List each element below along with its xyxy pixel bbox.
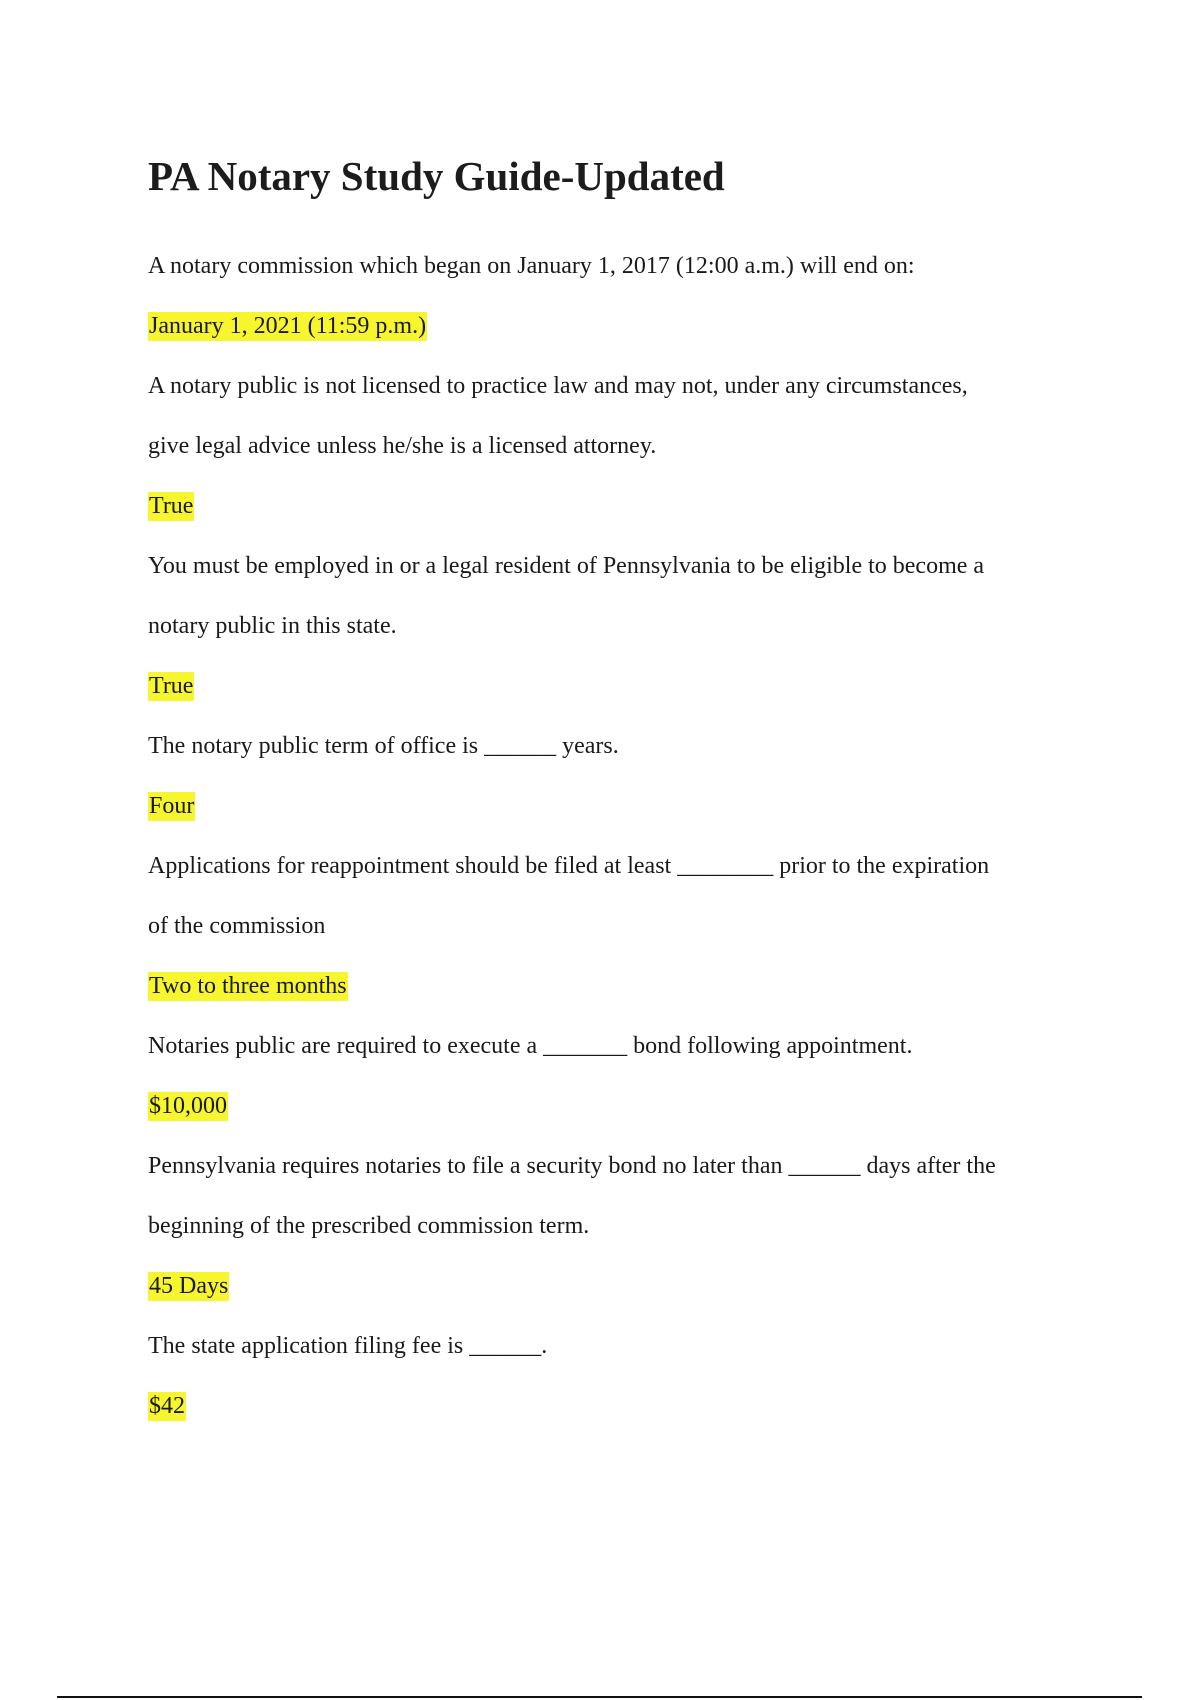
answer-line <box>148 776 1078 836</box>
answer-line <box>148 1256 1078 1316</box>
question-line <box>148 356 1078 416</box>
answer-line <box>148 1076 1078 1136</box>
question-text: A notary public is not licensed to practice law and may not, under any circumstances, <box>148 373 968 399</box>
question-line <box>148 836 1078 896</box>
question-line <box>148 1136 1078 1196</box>
question-text: You must be employed in or a legal resident of Pennsylvania to be eligible to become a <box>148 553 985 579</box>
answer-line <box>148 476 1078 536</box>
question-text: notary public in this state. <box>148 613 397 639</box>
question-line <box>148 596 1078 656</box>
highlighted-answer: Four <box>149 793 195 819</box>
question-line <box>148 1016 1078 1076</box>
highlighted-answer: True <box>149 493 194 519</box>
question-text: The state application filing fee is ______. <box>148 1333 548 1359</box>
question-text: give legal advice unless he/she is a licensed attorney. <box>148 433 657 459</box>
question-line <box>148 1316 1078 1376</box>
document-body <box>148 236 1078 1436</box>
question-text: Applications for reappointment should be filed at least ________ prior to the expiration <box>148 853 990 879</box>
highlighted-answer: $10,000 <box>149 1093 227 1119</box>
question-line <box>148 536 1078 596</box>
answer-line <box>148 956 1078 1016</box>
question-line <box>148 896 1078 956</box>
answer-line <box>148 1376 1078 1436</box>
answer-line <box>148 296 1078 356</box>
highlighted-answer: Two to three months <box>149 973 347 999</box>
question-line <box>148 416 1078 476</box>
question-line <box>148 716 1078 776</box>
question-text: beginning of the prescribed commission term. <box>148 1213 590 1239</box>
highlighted-answer: 45 Days <box>149 1273 229 1299</box>
highlighted-answer: $42 <box>149 1393 185 1419</box>
highlighted-answer: True <box>149 673 194 699</box>
document-title: PA Notary Study Guide-Updated <box>148 153 725 199</box>
question-line <box>148 236 1078 296</box>
question-text: Pennsylvania requires notaries to file a security bond no later than ______ days after the <box>148 1153 996 1179</box>
question-text: of the commission <box>148 913 326 939</box>
highlighted-answer: January 1, 2021 (11:59 p.m.) <box>149 313 427 339</box>
page-bottom-rule <box>57 1696 1142 1698</box>
answer-line <box>148 656 1078 716</box>
question-text: The notary public term of office is ______ years. <box>148 733 619 759</box>
question-line <box>148 1196 1078 1256</box>
question-text: A notary commission which began on January 1, 2017 (12:00 a.m.) will end on: <box>148 253 915 279</box>
question-text: Notaries public are required to execute a _______ bond following appointment. <box>148 1033 913 1059</box>
